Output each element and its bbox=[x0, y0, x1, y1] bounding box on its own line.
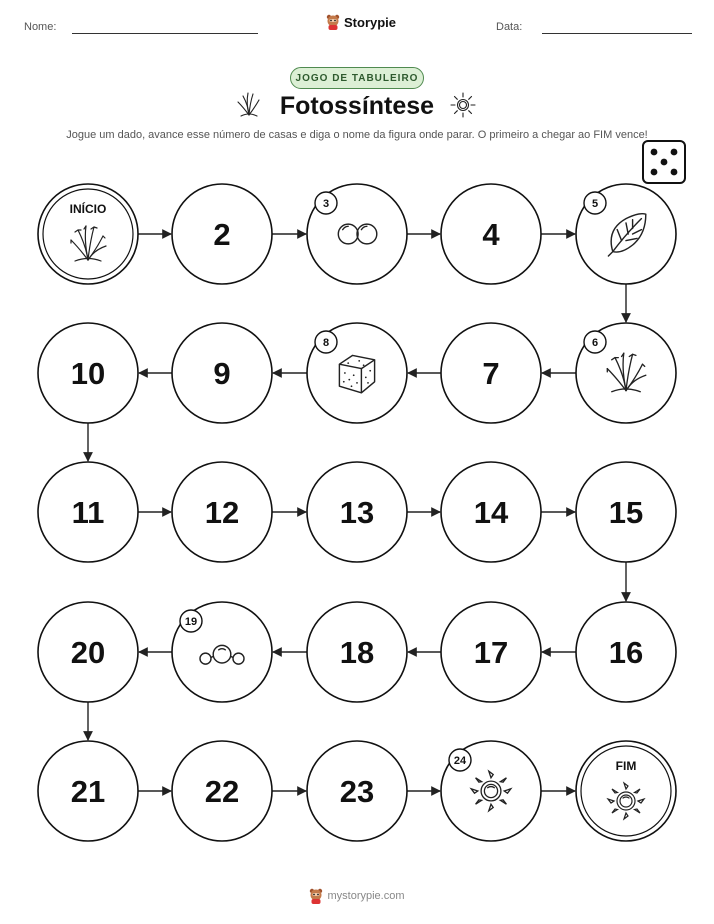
space-number: 22 bbox=[204, 774, 240, 809]
game-type-badge: JOGO DE TABULEIRO bbox=[290, 67, 424, 89]
footer-url: mystorypie.com bbox=[327, 890, 405, 902]
board-space-2 bbox=[172, 184, 272, 284]
space-number: 3 bbox=[322, 198, 330, 210]
space-circle bbox=[38, 184, 138, 284]
space-number: 13 bbox=[339, 495, 375, 530]
space-number: 21 bbox=[70, 774, 106, 809]
name-label: Nome: bbox=[24, 21, 57, 33]
space-number: 14 bbox=[473, 495, 509, 530]
board-space-19 bbox=[172, 602, 272, 702]
board-space-18 bbox=[307, 602, 407, 702]
footer bbox=[0, 888, 714, 904]
board-space-11 bbox=[38, 462, 138, 562]
board-space-8 bbox=[307, 323, 407, 423]
start-label: INÍCIO bbox=[69, 202, 107, 216]
space-number: 12 bbox=[204, 495, 240, 530]
brand-name: Storypie bbox=[344, 14, 397, 30]
space-number: 4 bbox=[482, 217, 500, 252]
board-space-5 bbox=[576, 184, 676, 284]
board-space-4 bbox=[441, 184, 541, 284]
board-space-10 bbox=[38, 323, 138, 423]
board-spaces bbox=[38, 184, 676, 841]
board-space-7 bbox=[441, 323, 541, 423]
date-label: Data: bbox=[496, 21, 523, 33]
bear-icon bbox=[309, 888, 323, 904]
board-space-14 bbox=[441, 462, 541, 562]
dice-icon bbox=[643, 141, 685, 183]
board-space-23 bbox=[307, 741, 407, 841]
end-label: FIM bbox=[615, 759, 637, 773]
board-space-25 bbox=[576, 741, 676, 841]
board-space-24 bbox=[441, 741, 541, 841]
space-number: 19 bbox=[184, 616, 198, 628]
instructions: Jogue um dado, avance esse número de casas e diga o nome da figura onde parar. O primeiro a chegar ao FIM vence! bbox=[66, 129, 648, 141]
board-space-6 bbox=[576, 323, 676, 423]
space-number: 23 bbox=[339, 774, 375, 809]
board-space-15 bbox=[576, 462, 676, 562]
board-space-20 bbox=[38, 602, 138, 702]
board-space-1 bbox=[38, 184, 138, 284]
board-space-17 bbox=[441, 602, 541, 702]
board-space-12 bbox=[172, 462, 272, 562]
space-number: 10 bbox=[70, 356, 106, 391]
space-number: 16 bbox=[608, 635, 644, 670]
board-space-16 bbox=[576, 602, 676, 702]
space-number: 15 bbox=[608, 495, 644, 530]
board-space-21 bbox=[38, 741, 138, 841]
space-number: 20 bbox=[70, 635, 106, 670]
page-title: Fotossíntese bbox=[279, 92, 435, 120]
space-number: 17 bbox=[473, 635, 509, 670]
space-circle bbox=[576, 741, 676, 841]
space-number: 5 bbox=[591, 198, 599, 210]
space-number: 11 bbox=[71, 495, 105, 530]
space-number: 2 bbox=[213, 217, 231, 252]
space-number: 6 bbox=[591, 337, 599, 349]
board-space-22 bbox=[172, 741, 272, 841]
space-number: 7 bbox=[482, 356, 500, 391]
space-number: 18 bbox=[339, 635, 375, 670]
board-space-9 bbox=[172, 323, 272, 423]
board-space-13 bbox=[307, 462, 407, 562]
board-space-3 bbox=[307, 184, 407, 284]
space-number: 24 bbox=[453, 755, 467, 767]
space-number: 9 bbox=[213, 356, 231, 391]
space-number: 8 bbox=[322, 337, 330, 349]
